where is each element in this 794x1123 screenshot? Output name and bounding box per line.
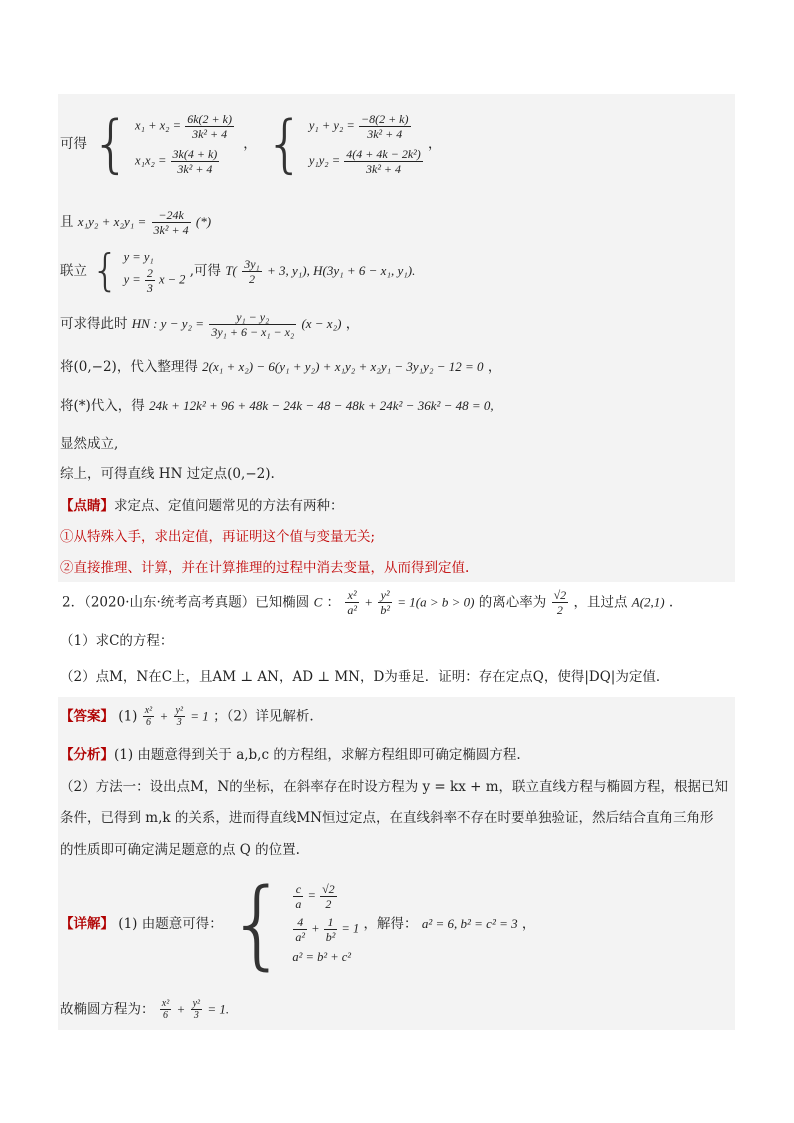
y-sum-eq: y₁ + y₂ = $\frac{-8(2 + k)}{\text{3k² + 4}}$ xyxy=(308,112,409,141)
line-cross-sum: 且 x₁y₂ + x₂y₁ = $\frac{-24k}{\text{3k² + 4}}$ (*) xyxy=(60,208,212,237)
left-brace: { xyxy=(227,868,289,980)
left-brace: { xyxy=(265,107,305,180)
problem-2-statement: 2．（2020·山东·统考高考真题）已知椭圆 C ： $\frac{\text{x²}}{\text{a²}}$ + $\frac{\text{y²}}{\text{b²}}$ = 1(a > b > 0) 的离心率为 $\frac{√2}{2}$ ，且过点 A(2,1) . xyxy=(62,588,674,617)
detail-final-equation: 故椭圆方程为： $\frac{\text{x²}}{6}$ + $\frac{\text{y²}}{3}$ = 1. xyxy=(60,998,230,1021)
line-obviously-holds: 显然成立, xyxy=(60,436,119,452)
comment-heading: 【点睛】求定点、定值问题常见的方法有两种： xyxy=(60,498,344,514)
x-system xyxy=(135,112,235,176)
left-brace: { xyxy=(91,245,120,296)
analysis-line-3: 条件，已得到 m,k 的关系，进而得直线MN恒过定点，在直线斜率不存在时要单独验证，然后结合直角三角形 xyxy=(60,810,714,826)
problem-2-part-1: （1）求C的方程： xyxy=(60,633,174,649)
y-prod-eq: y₁y₂ = $\frac{\text{4(4 + 4k − 2k²)}}{\text{3k² + 4}}$ xyxy=(308,147,421,176)
x-sum-eq: x₁ + x₂ = $\frac{6k(2 + k)}{\text{3k² + 4}}$ xyxy=(135,112,232,141)
comment-method-2: ②直接推理、计算，并在计算推理的过程中消去变量，从而得到定值. xyxy=(60,560,470,576)
line-substitute-star: 将(*)代入，得 24k + 12k² + 96 + 48k − 24k − 48 − 48k + 24k² − 36k² − 48 = 0, xyxy=(60,398,494,414)
analysis-line-4: 的性质即可确定满足题意的点 Q 的位置. xyxy=(60,842,300,858)
comment-method-1: ①从特殊入手，求出定值，再证明这个值与变量无关; xyxy=(60,529,376,545)
analysis-line-2: （2）方法一：设出点M，N的坐标，在斜率存在时设方程为 y = kx + m，联立直线方程与椭圆方程，根据已知 xyxy=(60,779,729,795)
line-system-sums: 可得 { x₁ + x₂ = $\frac{6k(2 + k)}{\text{3k² + 4}}$ x₁x₂ = $\frac{3k(4 + k)}{\text{3k² + 4}}$ ， { y₁ + y₂ = $\frac{-8(2 + k)}{\text{3k² + 4}}$ y₁y₂ = $\frac{\text{4(4 + 4k − 2k²)}}{\text{3k² + 4}}$ ， xyxy=(60,104,442,190)
left-brace: { xyxy=(91,107,131,180)
text-prefix: 可得 xyxy=(60,136,87,152)
line-joint-system: 联立 { y = y₁ y = $\frac{2}{3}$ x − 2 ,可得 T( $\frac{\text{3y₁}}{2}$ + 3, y₁), H(3y₁ + 6 − x₁, y₁). xyxy=(60,245,416,296)
line-conclusion: 综上，可得直线 HN 过定点(0,−2). xyxy=(60,466,275,482)
detail-part-1: 【详解】 (1) 由题意可得： { $\frac{c}{a}$ = $\frac{√2}{2}$ $\frac{4}{\text{a²}}$ + $\frac{1}{\text{b²}}$ = 1 a² = b² + c² ，解得： a² = 6, b² = c² = 3 ， xyxy=(60,868,536,980)
y-system xyxy=(309,112,424,176)
answer-line: 【答案】 (1) $\frac{\text{x²}}{6}$ + $\frac{\text{y²}}{3}$ = 1 ；（2）详见解析. xyxy=(60,705,314,728)
detail-system: $\frac{c}{a}$ = $\frac{√2}{2}$ $\frac{4}{\text{a²}}$ + $\frac{1}{\text{b²}}$ = 1 a² = b² + c² xyxy=(292,882,360,964)
line-hn-equation: 可求得此时 HN : y − y₂ = $\frac{\text{y₁ − y₂}}{\text{3y₁ + 6 − x₁ − x₂}}$ (x − x₂) ， xyxy=(60,310,360,339)
line-substitute-point: 将(0,−2)，代入整理得 2(x₁ + x₂) − 6(y₁ + y₂) + x₁y₂ + x₂y₁ − 3y₁y₂ − 12 = 0 ， xyxy=(60,359,502,375)
x-prod-eq: x₁x₂ = $\frac{3k(4 + k)}{\text{3k² + 4}}$ xyxy=(135,147,218,176)
analysis-heading: 【分析】(1) 由题意得到关于 a,b,c 的方程组，求解方程组即可确定椭圆方程. xyxy=(60,747,521,763)
problem-2-part-2: （2）点M，N在C上，且AM ⊥ AN，AD ⊥ MN，D为垂足．证明：存在定点Q，使得|DQ|为定值． xyxy=(60,669,670,685)
